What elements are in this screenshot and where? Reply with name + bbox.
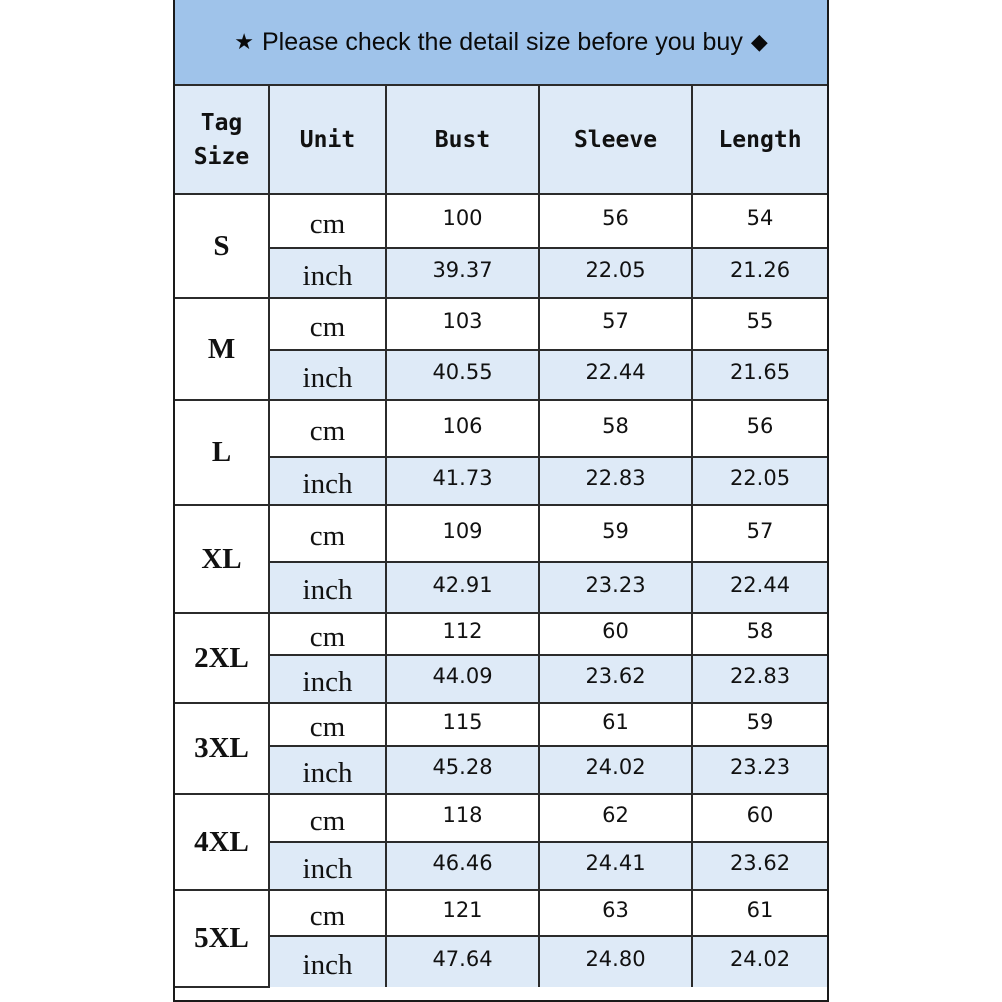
length-cell: 24.02	[692, 936, 827, 987]
table-row	[175, 194, 827, 248]
star-icon: ★	[234, 29, 254, 54]
length-cell: 58	[692, 613, 827, 655]
sleeve-cell: 56	[539, 194, 692, 248]
bust-cell: 118	[386, 794, 539, 842]
tag-size-cell: L	[175, 400, 269, 505]
tag-size-cell: XL	[175, 505, 269, 613]
length-cell: 61	[692, 890, 827, 936]
unit-cell: cm	[269, 194, 386, 248]
bust-cell: 103	[386, 298, 539, 350]
length-cell: 21.65	[692, 350, 827, 400]
table-row	[175, 400, 827, 457]
length-cell: 57	[692, 505, 827, 562]
header-tag-line1: Tag	[200, 109, 243, 136]
bust-cell: 109	[386, 505, 539, 562]
table-row	[175, 746, 827, 794]
size-chart-banner	[175, 0, 827, 86]
table-row	[175, 505, 827, 562]
sleeve-cell: 60	[539, 613, 692, 655]
tag-size-cell: M	[175, 298, 269, 400]
header-tag-size	[175, 86, 269, 194]
unit-cell: cm	[269, 613, 386, 655]
bust-cell: 40.55	[386, 350, 539, 400]
length-cell: 22.05	[692, 457, 827, 505]
tag-size-cell: 4XL	[175, 794, 269, 890]
bust-cell: 46.46	[386, 842, 539, 890]
header-row	[175, 86, 827, 194]
length-cell: 23.62	[692, 842, 827, 890]
sleeve-cell: 58	[539, 400, 692, 457]
table-row	[175, 890, 827, 936]
unit-cell: inch	[269, 562, 386, 613]
unit-cell: cm	[269, 505, 386, 562]
length-cell: 23.23	[692, 746, 827, 794]
sleeve-cell: 63	[539, 890, 692, 936]
bust-cell: 106	[386, 400, 539, 457]
tag-size-cell: 2XL	[175, 613, 269, 703]
header-unit: Unit	[269, 86, 386, 194]
sleeve-cell: 59	[539, 505, 692, 562]
unit-cell: cm	[269, 890, 386, 936]
bust-cell: 39.37	[386, 248, 539, 298]
length-cell: 59	[692, 703, 827, 746]
bust-cell: 112	[386, 613, 539, 655]
length-cell: 54	[692, 194, 827, 248]
sleeve-cell: 61	[539, 703, 692, 746]
unit-cell: inch	[269, 936, 386, 987]
table-row	[175, 562, 827, 613]
unit-cell: inch	[269, 248, 386, 298]
bust-cell: 45.28	[386, 746, 539, 794]
unit-cell: inch	[269, 350, 386, 400]
table-row	[175, 936, 827, 987]
bust-cell: 121	[386, 890, 539, 936]
sleeve-cell: 24.80	[539, 936, 692, 987]
header-bust: Bust	[386, 86, 539, 194]
unit-cell: cm	[269, 794, 386, 842]
bust-cell: 115	[386, 703, 539, 746]
length-cell: 22.44	[692, 562, 827, 613]
unit-cell: cm	[269, 298, 386, 350]
sleeve-cell: 24.02	[539, 746, 692, 794]
table-row	[175, 298, 827, 350]
table-row	[175, 457, 827, 505]
bust-cell: 44.09	[386, 655, 539, 703]
sleeve-cell: 62	[539, 794, 692, 842]
diamond-icon: ◆	[750, 29, 768, 54]
bust-cell: 42.91	[386, 562, 539, 613]
sleeve-cell: 57	[539, 298, 692, 350]
table-row	[175, 613, 827, 655]
length-cell: 56	[692, 400, 827, 457]
length-cell: 55	[692, 298, 827, 350]
sleeve-cell: 23.62	[539, 655, 692, 703]
header-tag-line2: Size	[193, 143, 250, 170]
bust-cell: 41.73	[386, 457, 539, 505]
unit-cell: cm	[269, 703, 386, 746]
unit-cell: inch	[269, 746, 386, 794]
length-cell: 22.83	[692, 655, 827, 703]
table-row	[175, 703, 827, 746]
unit-cell: cm	[269, 400, 386, 457]
unit-cell: inch	[269, 457, 386, 505]
sleeve-cell: 22.83	[539, 457, 692, 505]
banner-text: Please check the detail size before you buy	[261, 27, 743, 56]
table-row	[175, 350, 827, 400]
table-row	[175, 655, 827, 703]
sleeve-cell: 24.41	[539, 842, 692, 890]
length-cell: 21.26	[692, 248, 827, 298]
header-sleeve: Sleeve	[539, 86, 692, 194]
unit-cell: inch	[269, 655, 386, 703]
size-chart	[173, 0, 829, 1002]
bust-cell: 47.64	[386, 936, 539, 987]
sleeve-cell: 23.23	[539, 562, 692, 613]
sleeve-cell: 22.05	[539, 248, 692, 298]
table-row	[175, 248, 827, 298]
table-row	[175, 794, 827, 842]
tag-size-cell: 3XL	[175, 703, 269, 794]
table-row	[175, 842, 827, 890]
bust-cell: 100	[386, 194, 539, 248]
length-cell: 60	[692, 794, 827, 842]
tag-size-cell: S	[175, 194, 269, 298]
tag-size-cell: 5XL	[175, 890, 269, 987]
size-table	[175, 86, 827, 988]
sleeve-cell: 22.44	[539, 350, 692, 400]
header-length: Length	[692, 86, 827, 194]
unit-cell: inch	[269, 842, 386, 890]
